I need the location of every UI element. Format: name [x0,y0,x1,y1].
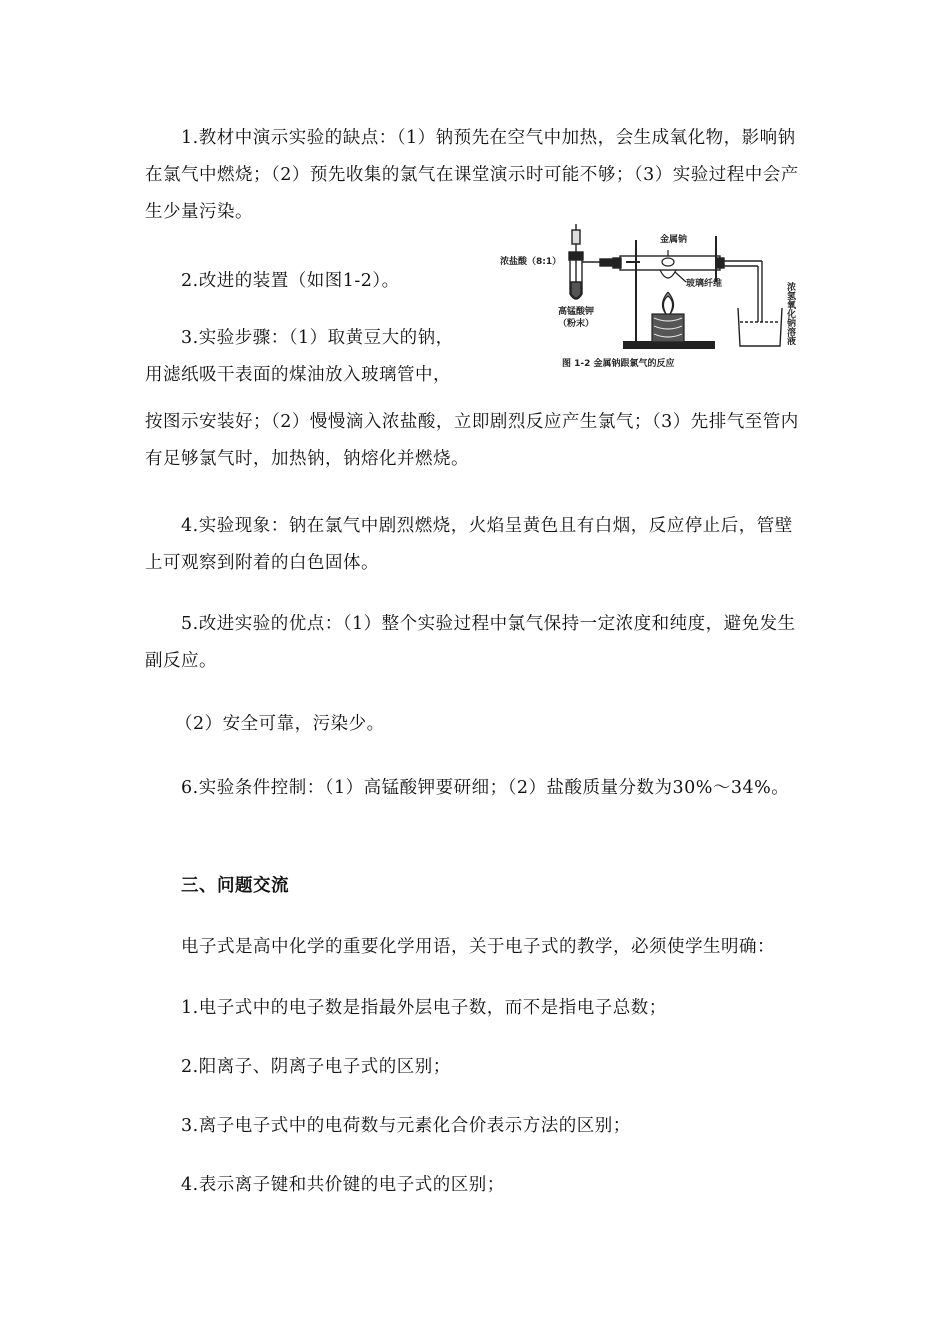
label-sodium: 金属钠 [660,235,688,245]
label-hcl: 浓盐酸（8:1） [500,257,562,267]
section-heading: 三、问题交流 [181,876,289,896]
paragraph-improved-apparatus: 2.改进的装置（如图1-2）。 [181,271,400,291]
burner-icon [652,314,684,342]
paragraph-advantages: 5.改进实验的优点：（1）整个实验过程中氯气保持一定浓度和纯度，避免发生副反应。 [145,614,796,671]
paragraph-steps-line2: 用滤纸吸干表面的煤油放入玻璃管中， [145,365,451,385]
list-item-1: 1.电子式中的电子数是指最外层电子数，而不是指电子总数； [181,998,667,1018]
paragraph-steps-line1: 3.实验步骤：（1）取黄豆大的钠， [181,328,454,348]
paragraph-conditions: 6.实验条件控制：（1）高锰酸钾要研细；（2）盐酸质量分数为30%～34%。 [181,778,790,798]
paragraph-drawbacks: 1.教材中演示实验的缺点：（1）钠预先在空气中加热，会生成氧化物，影响钠在氯气中燃烧；（2）预先收集的氯气在课堂演示时可能不够；（3）实验过程中会产生少量污染。 [145,128,799,222]
apparatus-diagram [500,222,808,374]
paragraph-phenomenon: 4.实验现象：钠在氯气中剧烈燃烧，火焰呈黄色且有白烟，反应停止后，管壁上可观察到附着的白色固体。 [145,516,793,573]
paragraph-steps-rest: 按图示安装好；（2）慢慢滴入浓盐酸，立即剧烈反应产生氯气；（3）先排气至管内有足够氯气时，加热钠，钠熔化并燃烧。 [145,412,799,469]
figure-caption: 图 1-2 金属钠跟氯气的反应 [562,359,675,369]
beaker-icon [738,308,782,346]
list-item-2: 2.阳离子、阴离子电子式的区别； [181,1057,451,1077]
label-kmno4: 高锰酸钾 [558,307,595,317]
label-glass-fiber: 玻璃纤维 [686,279,723,289]
label-kmno4-powder: （粉末） [558,319,595,329]
test-tube-icon [569,224,583,299]
label-naoh: 浓氢氧化钠溶液 [785,282,795,345]
paragraph-advantages-2: （2）安全可靠，污染少。 [175,714,385,734]
list-item-3: 3.离子电子式中的电荷数与元素化合价表示方法的区别； [181,1116,631,1136]
apparatus-figure [500,222,808,374]
list-item-4: 4.表示离子键和共价键的电子式的区别； [181,1175,505,1195]
paragraph-intro: 电子式是高中化学的重要化学用语，关于电子式的教学，必须使学生明确： [181,937,775,957]
